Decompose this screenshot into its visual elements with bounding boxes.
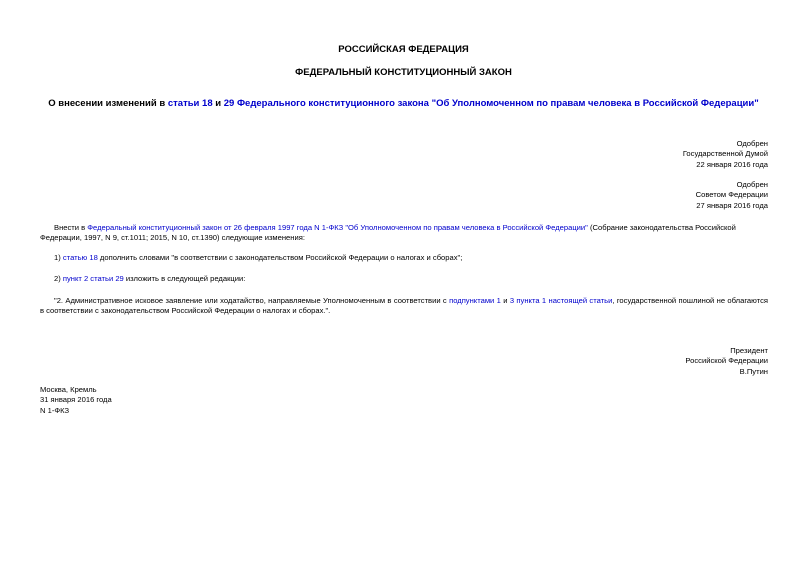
link-article-18[interactable]: статьи 18 [167,98,213,109]
quote-text-after: , государственной пошлиной не облагаются в соответствии с законодательством Российской Федерации о налогах и сборах.". [40,296,768,316]
link-ombudsman-law[interactable]: Федерального конституционного закона "Об Уполномоченном по правам человека в Российской Федерации" [234,98,759,109]
approval-duma-date: 22 января 2016 года [696,159,768,169]
place-name: Москва, Кремль [40,385,97,394]
change-item-2 [54,274,754,284]
law-number: N 1-ФКЗ [40,405,70,415]
quote-mid: и [500,296,510,305]
intro-text-after: (Собрание законодательства Российской Федерации, 1997, N 9, ст.1011; 2015, N 10, ст.1390) следующие изменения: [40,223,736,243]
law-title [0,98,807,109]
place-date-block [40,385,112,416]
approval-council [696,180,768,211]
law-type-heading: ФЕДЕРАЛЬНЫЙ КОНСТИТУЦИОННЫЙ ЗАКОН [295,67,512,78]
item1-text: дополнить словами "в соответствии с законодательством Российской Федерации о налогах и сборах"; [97,253,463,262]
approval-council-date: 27 января 2016 года [696,200,768,210]
link-subparagraphs-1[interactable]: подпунктами 1 [449,296,501,305]
item2-number: 2) [54,274,63,283]
place-date: 31 января 2016 года [40,395,112,405]
country-heading: РОССИЙСКАЯ ФЕДЕРАЦИЯ [338,44,469,55]
approval-duma-line2: Государственной Думой [682,149,768,159]
quoted-paragraph [40,296,768,317]
law-title-and: и [212,98,224,109]
link-article-29[interactable]: 29 [223,98,235,109]
approval-duma [683,139,768,170]
link-item1-article-18[interactable]: статью 18 [62,253,98,262]
law-title-prefix: О внесении изменений в [48,98,168,109]
link-item2-article-29[interactable]: пункт 2 статьи 29 [62,274,124,283]
signature-block [685,346,768,377]
approval-council-line2: Советом Федерации [695,190,768,200]
approval-duma-line1: Одобрен [736,139,768,148]
change-item-1 [54,253,754,263]
approval-council-line1: Одобрен [736,180,768,189]
link-subparagraph-3[interactable]: 3 пункта 1 настоящей статьи [509,296,613,305]
signature-country: Российской Федерации [685,356,768,366]
signature-name: В.Путин [739,366,768,376]
intro-paragraph [40,223,768,244]
link-federal-law[interactable]: Федеральный конституционный закон от 26 февраля 1997 года N 1-ФКЗ "Об Уполномоченном по правам человека в Российской Федерации" [87,223,588,232]
item2-text: изложить в следующей редакции: [123,274,246,283]
signature-title: Президент [730,346,768,355]
quote-text-before: "2. Административное исковое заявление или ходатайство, направляемые Уполномоченным в соответствии с [54,296,450,305]
item1-number: 1) [54,253,63,262]
intro-text-before: Внести в [54,223,88,232]
